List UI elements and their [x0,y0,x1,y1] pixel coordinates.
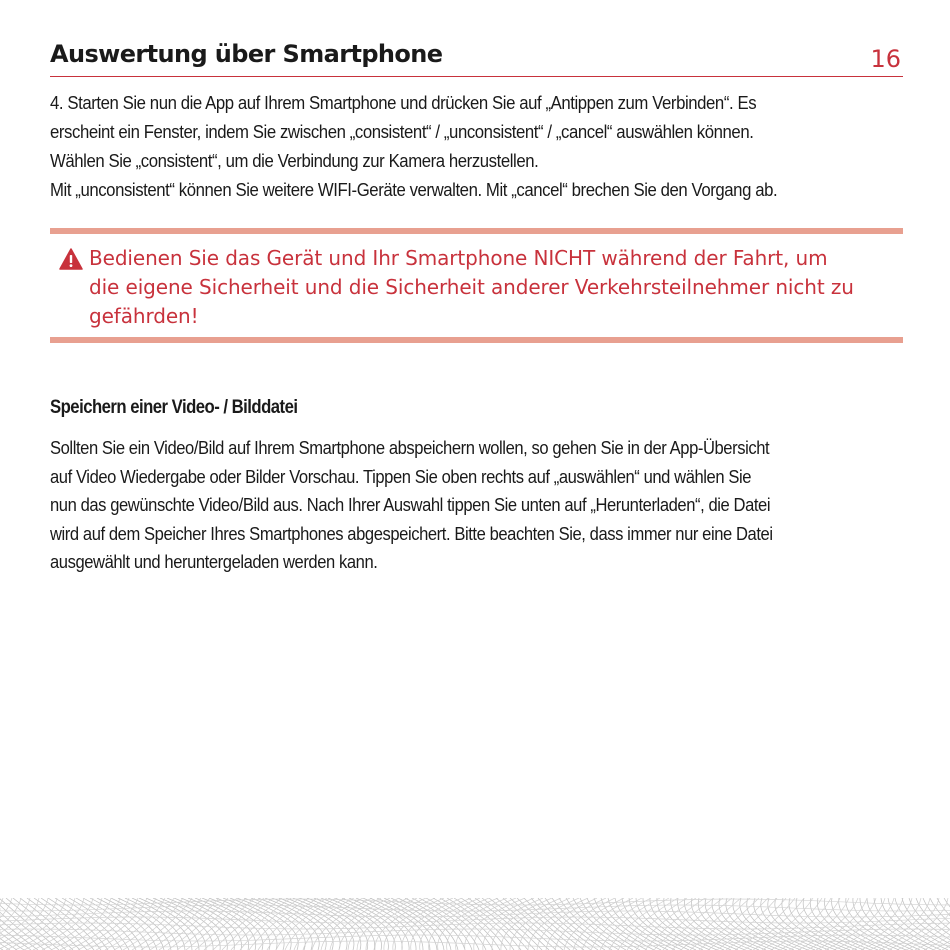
section-line: wird auf dem Speicher Ihres Smartphones abgespeichert. Bitte beachten Sie, dass immer nur eine Datei [50,523,773,544]
intro-line: erscheint ein Fenster, indem Sie zwischen „consistent“ / „unconsistent“ / „cancel“ auswählen können. [50,122,754,142]
warning-text [89,244,899,331]
intro-paragraph [50,89,850,205]
section-heading: Speichern einer Video- / Bilddatei [50,397,298,418]
page-title: Auswertung über Smartphone [50,40,443,68]
section-line: Sollten Sie ein Video/Bild auf Ihrem Smartphone abspeichern wollen, so gehen Sie in der App-Übersicht [50,438,770,458]
intro-line: 4. Starten Sie nun die App auf Ihrem Smartphone und drücken Sie auf „Antippen zum Verbinden“. Es [50,93,757,113]
warning-line: Bedienen Sie das Gerät und Ihr Smartphone NICHT während der Fahrt, um [89,246,828,270]
intro-line: Mit „unconsistent“ können Sie weitere WIFI-Geräte verwalten. Mit „cancel“ brechen Sie den Vorgang ab. [50,180,778,200]
warning-box [50,228,903,343]
section-line: nun das gewünschte Video/Bild aus. Nach Ihrer Auswahl tippen Sie unten auf „Herunterladen“, die Datei [50,495,771,515]
section-line: ausgewählt und heruntergeladen werden kann. [50,552,378,572]
warning-triangle-icon [59,248,83,270]
section-line: auf Video Wiedergabe oder Bilder Vorschau. Tippen Sie oben rechts auf „auswählen“ und wählen Sie [50,466,752,487]
intro-line: Wählen Sie „consistent“, um die Verbindung zur Kamera herzustellen. [50,151,539,171]
section-paragraph [50,434,878,577]
page-header [50,38,903,77]
page-number: 16 [870,45,901,73]
warning-line: die eigene Sicherheit und die Sicherheit anderer Verkehrsteilnehmer nicht zu [89,275,854,299]
footer-mesh-pattern [0,898,950,950]
warning-line: gefährden! [89,304,199,328]
